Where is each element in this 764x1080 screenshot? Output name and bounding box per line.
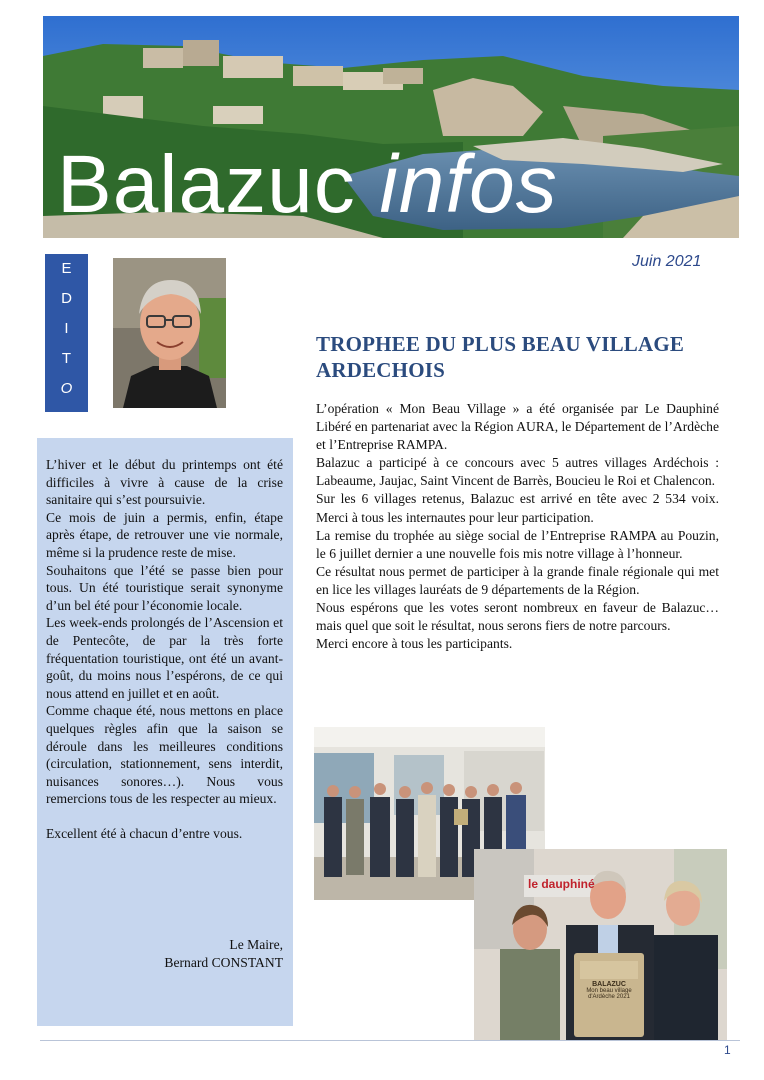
edito-letter: E	[61, 260, 72, 277]
article-paragraph: Sur les 6 villages retenus, Balazuc est arrivé en tête avec 2 534 voix. Merci à tous les internautes pour leur participation.	[316, 491, 719, 525]
signature-role: Le Maire,	[229, 937, 283, 952]
editorial-paragraph: L’hiver et le début du printemps ont été difficiles à vivre à cause de la crise sanitaire qui s’est poursuivie.	[46, 457, 283, 508]
article-title: TROPHEE DU PLUS BEAU VILLAGE ARDECHOIS	[316, 332, 685, 382]
article-paragraph: Nous espérons que les votes seront nombreux en faveur de Balazuc… mais quel que soit le résultat, nous serons fiers de notre parcours.	[316, 600, 719, 634]
article-paragraph: Balazuc a participé à ce concours avec 5 autres villages Ardéchois : Labeaume, Jaujac, Saint Vincent de Barrès, Boucieu le Roi et Chalencon.	[316, 455, 719, 489]
edito-letter: O	[60, 380, 73, 397]
newsletter-title-italic: infos	[379, 139, 558, 230]
edito-letter: I	[64, 320, 69, 337]
mayor-portrait	[113, 258, 226, 408]
edito-letter: D	[61, 290, 72, 307]
editorial-paragraph: Les week-ends prolongés de l’Ascension et de Pentecôte, de par la très forte fréquentation touristique, ont été un avant-goût, du moins nous l’espérons, de ce qui nous attend en juillet et en août.	[46, 615, 283, 701]
plaque-line: Mon beau village	[586, 988, 632, 994]
plaque-village-name: BALAZUC	[592, 981, 626, 988]
article-paragraph: La remise du trophée au siège social de l’Entreprise RAMPA au Pouzin, le 6 juillet dernier a une nouvelle fois mis notre village à l’honneur.	[316, 527, 719, 561]
editorial-closing: Excellent été à chacun d’entre vous.	[46, 825, 243, 841]
edito-letter: T	[61, 350, 72, 367]
edito-tab	[45, 254, 88, 412]
editorial-text	[46, 456, 283, 842]
editorial-paragraph: Comme chaque été, nous mettons en place quelques règles afin que la saison se déroule dans les meilleures conditions (circulation, stationnement, sens interdit, nuisances sonores…). Nous vous remercions tous de les respecter au mieux.	[46, 703, 283, 807]
article-paragraph: Ce résultat nous permet de participer à la grande finale régionale qui met en lice les villages lauréats de 9 départements de la Région.	[316, 563, 719, 597]
newsletter-title-main: Balazuc	[57, 139, 356, 230]
trophy-award-image	[474, 849, 727, 1040]
trophy-plaque	[576, 981, 642, 1000]
newsletter-title	[57, 139, 558, 230]
article-body	[316, 400, 719, 653]
page-number: 1	[724, 1043, 731, 1057]
issue-date: Juin 2021	[632, 253, 702, 270]
footer-divider	[40, 1040, 740, 1041]
editorial-signature	[46, 936, 283, 971]
editorial-paragraph: Ce mois de juin a permis, enfin, étape après étape, de retrouver une vie normale, même si la prudence reste de mise.	[46, 509, 283, 560]
article-paragraph: Merci encore à tous les participants.	[316, 636, 513, 652]
banner-photo	[43, 16, 739, 238]
trophy-award-photo	[474, 849, 727, 1040]
newspaper-sign: le dauphiné	[528, 877, 595, 891]
article-paragraph: L’opération « Mon Beau Village » a été organisée par Le Dauphiné Libéré en partenariat avec la Région AURA, le Département de l’Ardèche et l’Entreprise RAMPA.	[316, 401, 719, 453]
plaque-line: d'Ardèche 2021	[588, 994, 630, 1000]
signature-name: Bernard CONSTANT	[164, 954, 283, 970]
editorial-paragraph: Souhaitons que l’été se passe bien pour tous. Un été touristique serait synonyme d’un bel été pour l’économie locale.	[46, 562, 283, 613]
